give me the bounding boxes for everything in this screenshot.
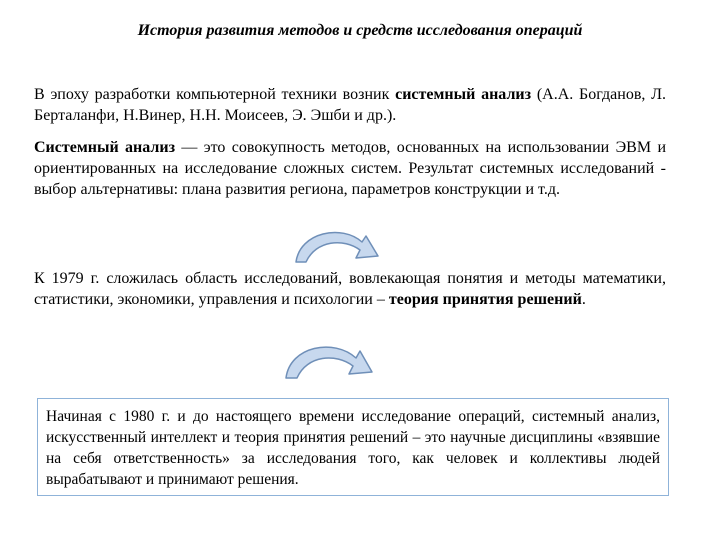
paragraph-text: (А.А. Богданов, Л. Берталанфи, Н.Винер, Н.Н. Моисеев, Э. Эшби и др.). (34, 86, 666, 124)
paragraph-modern-disciplines: Начиная с 1980 г. и до настоящего времени исследование операций, системный анализ, искусственный интеллект и теория принятия решений – это научные дисциплины «взявшие на себя ответственность» за исследования того, как человек и коллективы людей вырабатывают и принимают решения. (37, 398, 669, 496)
paragraph-text: . (581, 291, 586, 308)
term-systems-analysis: Системный анализ (34, 139, 176, 156)
curved-arrow-icon (282, 336, 378, 382)
paragraph-systems-analysis-origin (34, 84, 666, 128)
curved-arrow-icon (292, 222, 384, 266)
paragraph-text: В эпоху разработки компьютерной техники возник (34, 86, 396, 103)
paragraph-text: К 1979 г. сложилась область исследований, вовлекающая понятия и методы математики, статистики, экономики, управления и психологии – (34, 270, 666, 308)
page-title: История развития методов и средств исследования операций (137, 22, 583, 39)
term-systems-analysis: системный анализ (395, 86, 532, 103)
paragraph-systems-analysis-definition (34, 137, 666, 225)
term-decision-theory: теория принятия решений (388, 291, 582, 308)
paragraph-decision-theory (34, 268, 666, 334)
paragraph-text: — это совокупность методов, основанных на использовании ЭВМ и ориентированных на исследование сложных систем. Результат системных исследований - выбор альтернативы: плана развития региона, параметров конструкции и т.д. (34, 139, 667, 198)
